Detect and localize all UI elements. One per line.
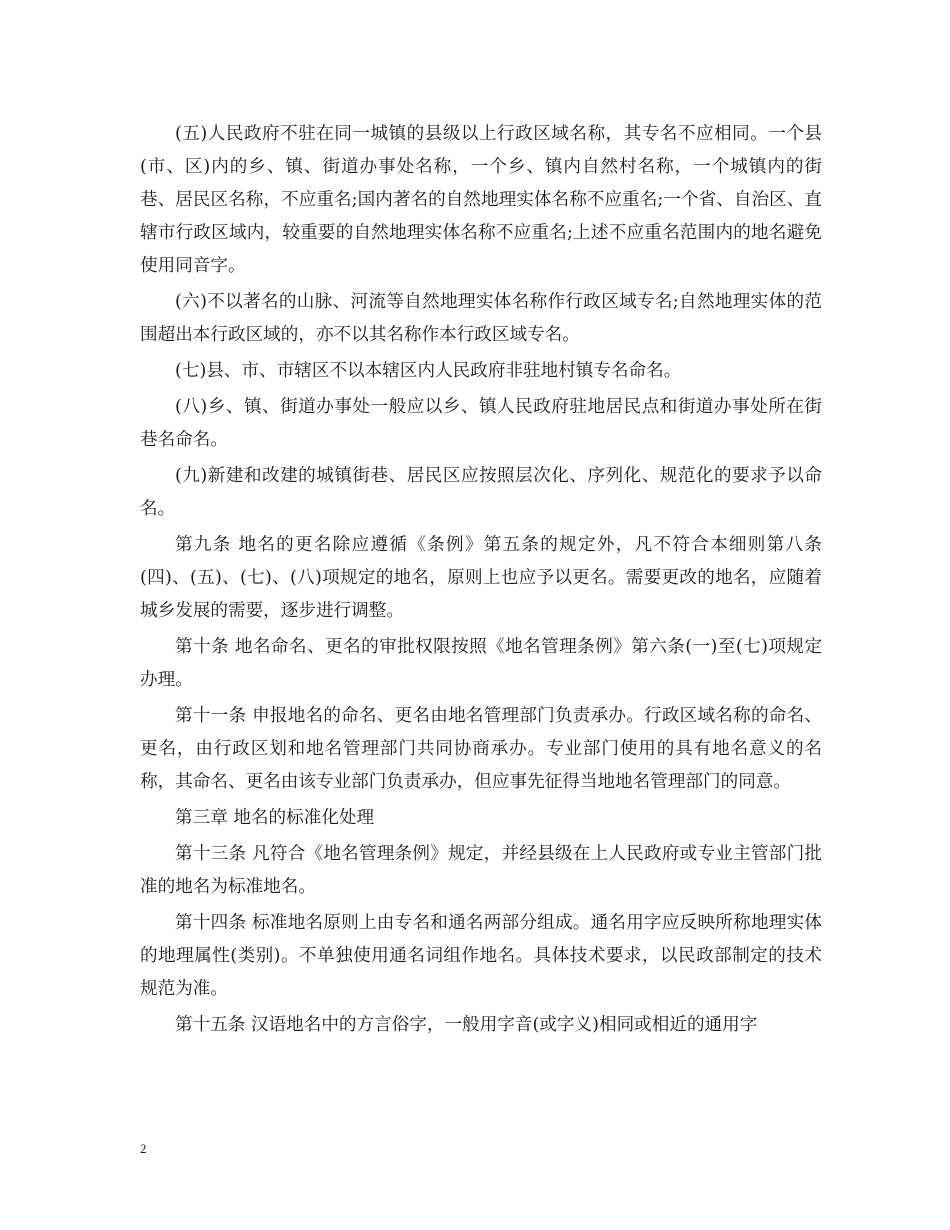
article-13: 第十三条 凡符合《地名管理条例》规定，并经县级在上人民政府或专业主管部门批准的地名为标准地名。 (140, 844, 822, 897)
chapter-3-heading: 第三章 地名的标准化处理 (175, 808, 375, 828)
page-number: 2 (140, 1141, 147, 1156)
document-body (140, 118, 822, 1045)
paragraph-item-5: (五)人民政府不驻在同一城镇的县级以上行政区域名称，其专名不应相同。一个县(市、区)内的乡、镇、街道办事处名称，一个乡、镇内自然村名称，一个城镇内的街巷、居民区名称，不应重名;国内著名的自然地理实体名称不应重名;一个省、自治区、直辖市行政区域内，较重要的自然地理实体名称不应重名;上述不应重名范围内的地名避免使用同音字。 (140, 124, 822, 276)
paragraph-item-6: (六)不以著名的山脉、河流等自然地理实体名称作行政区域专名;自然地理实体的范围超出本行政区域的，亦不以其名称作本行政区域专名。 (140, 292, 822, 345)
article-9: 第九条 地名的更名除应遵循《条例》第五条的规定外，凡不符合本细则第八条(四)、(五)、(七)、(八)项规定的地名，原则上也应予以更名。需要更改的地名，应随着城乡发展的需要，逐步进行调整。 (140, 535, 822, 621)
article-10: 第十条 地名命名、更名的审批权限按照《地名管理条例》第六条(一)至(七)项规定办理。 (140, 637, 822, 690)
article-14: 第十四条 标准地名原则上由专名和通名两部分组成。通名用字应反映所称地理实体的地理属性(类别)。不单独使用通名词组作地名。具体技术要求，以民政部制定的技术规范为准。 (140, 913, 822, 999)
paragraph-item-7: (七)县、市、市辖区不以本辖区内人民政府非驻地村镇专名命名。 (175, 361, 682, 381)
article-15: 第十五条 汉语地名中的方言俗字，一般用字音(或字义)相同或相近的通用字 (175, 1015, 758, 1035)
paragraph-item-9: (九)新建和改建的城镇街巷、居民区应按照层次化、序列化、规范化的要求予以命名。 (140, 466, 822, 519)
article-11: 第十一条 申报地名的命名、更名由地名管理部门负责承办。行政区域名称的命名、更名，由行政区划和地名管理部门共同协商承办。专业部门使用的具有地名意义的名称，其命名、更名由该专业部门负责承办，但应事先征得当地地名管理部门的同意。 (140, 706, 822, 792)
paragraph-item-8: (八)乡、镇、街道办事处一般应以乡、镇人民政府驻地居民点和街道办事处所在街巷名命名。 (140, 397, 822, 450)
